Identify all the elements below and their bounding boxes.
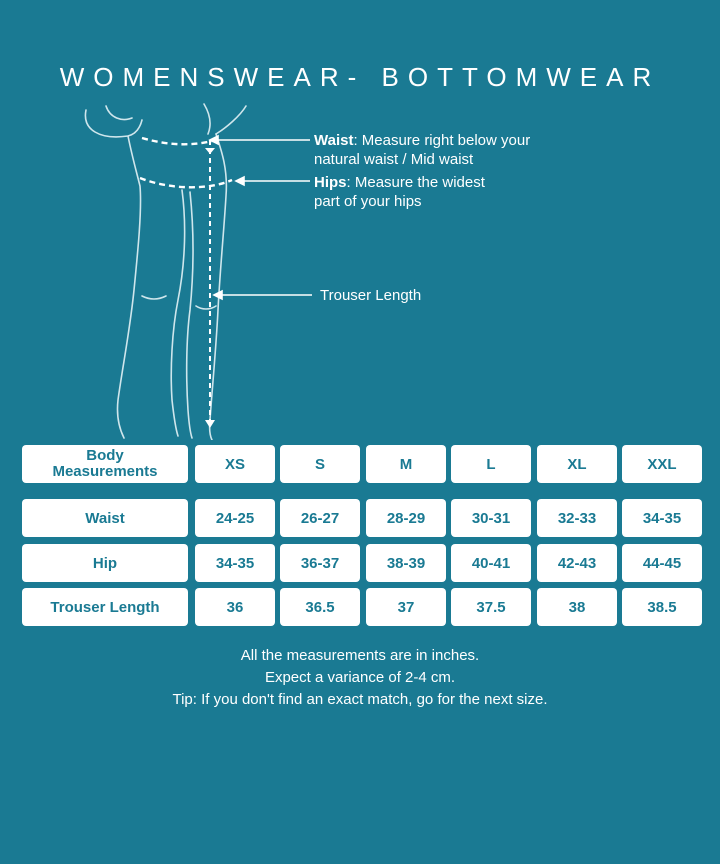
size-header-m: M	[366, 445, 446, 483]
callout-arrows	[200, 130, 320, 310]
row-label-trouser-length: Trouser Length	[22, 588, 188, 626]
row-label-waist: Waist	[22, 499, 188, 537]
trouser-length-callout: Trouser Length	[320, 287, 422, 304]
hips-text-1: : Measure the widest	[346, 174, 485, 191]
table-cell: 32-33	[537, 499, 617, 537]
table-cell: 42-43	[537, 544, 617, 582]
table-cell: 40-41	[451, 544, 531, 582]
hips-label: Hips	[314, 174, 347, 191]
table-cell: 36.5	[280, 588, 360, 626]
table-cell: 24-25	[195, 499, 275, 537]
note-variance: Expect a variance of 2-4 cm.	[264, 669, 456, 686]
header-label-cell	[22, 445, 188, 483]
table-cell: 34-35	[195, 544, 275, 582]
size-header-l: L	[451, 445, 531, 483]
table-cell: 38.5	[622, 588, 702, 626]
table-cell: 44-45	[622, 544, 702, 582]
table-cell: 34-35	[622, 499, 702, 537]
size-header-xl: XL	[537, 445, 617, 483]
size-header-s: S	[280, 445, 360, 483]
waist-text-2: natural waist / Mid waist	[314, 151, 474, 168]
waist-label: Waist	[314, 132, 354, 149]
size-header-xs: XS	[195, 445, 275, 483]
table-cell: 38-39	[366, 544, 446, 582]
size-header-xxl: XXL	[622, 445, 702, 483]
header-label-line2: Measurements	[52, 463, 158, 480]
table-cell: 28-29	[366, 499, 446, 537]
page-title: WOMENSWEAR- BOTTOMWEAR	[59, 62, 661, 92]
hips-text-2: part of your hips	[314, 193, 422, 210]
row-label-hip: Hip	[22, 544, 188, 582]
table-cell: 36-37	[280, 544, 360, 582]
hips-callout	[314, 173, 485, 211]
note-tip: Tip: If you don't find an exact match, go for the next size.	[172, 691, 548, 708]
table-cell: 30-31	[451, 499, 531, 537]
waist-text-1: : Measure right below your	[353, 132, 531, 149]
table-cell: 36	[195, 588, 275, 626]
table-cell: 26-27	[280, 499, 360, 537]
table-cell: 37.5	[451, 588, 531, 626]
header-label-line1: Body	[86, 447, 124, 464]
table-cell: 37	[366, 588, 446, 626]
note-units: All the measurements are in inches.	[240, 647, 480, 664]
waist-callout	[314, 131, 530, 169]
table-cell: 38	[537, 588, 617, 626]
notes	[0, 645, 720, 711]
